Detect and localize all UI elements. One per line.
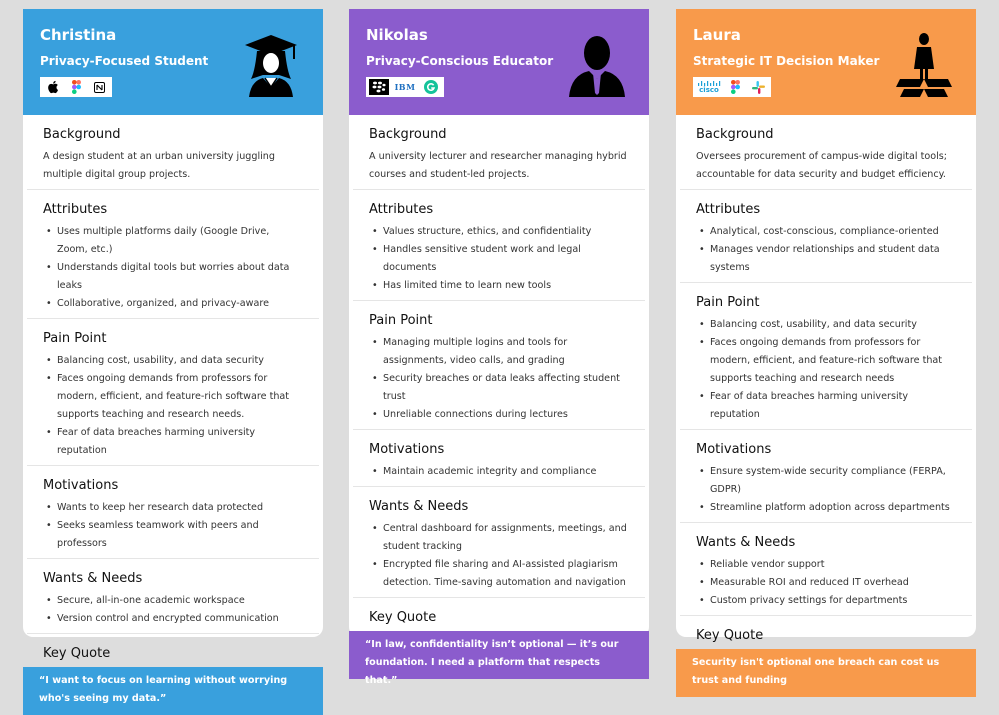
section-title: Pain Point (43, 331, 107, 346)
section-title: Background (43, 127, 121, 142)
cisco-logo-text: cisco (699, 85, 719, 94)
list-item: • Security breaches or data leaks affecting student trust (369, 370, 629, 406)
pain-point-section (27, 319, 319, 466)
list-item: • Managing multiple logins and tools for assignments, video calls, and grading (369, 334, 629, 370)
list-item: • Wants to keep her research data protected (43, 499, 303, 517)
section-title: Pain Point (696, 295, 760, 310)
persona-card-nikolas (349, 9, 649, 686)
background-section (27, 115, 319, 190)
attributes-section (27, 190, 319, 319)
list-item: • Secure, all-in-one academic workspace (43, 592, 303, 610)
attributes-section (353, 190, 645, 301)
attributes-section (680, 190, 972, 283)
section-title: Background (369, 127, 447, 142)
section-title: Key Quote (696, 628, 764, 643)
motivations-section (353, 430, 645, 487)
list-item: • Fear of data breaches harming university reputation (43, 424, 303, 460)
list-item: • Central dashboard for assignments, meetings, and student tracking (369, 520, 629, 556)
section-title: Key Quote (43, 646, 111, 661)
list-item: • Seeks seamless teamwork with peers and professors (43, 517, 303, 553)
list-item: • Maintain academic integrity and compliance (369, 463, 629, 481)
list-item: • Uses multiple platforms daily (Google Drive, Zoom, etc.) (43, 223, 303, 259)
list-item: • Understands digital tools but worries about data leaks (43, 259, 303, 295)
wants-needs-section (27, 559, 319, 634)
persona-role: Strategic IT Decision Maker (693, 54, 880, 68)
pain-point-section (353, 301, 645, 430)
list-item: • Balancing cost, usability, and data security (43, 352, 303, 370)
list-item: • Streamline platform adoption across departments (696, 499, 956, 517)
list-item: • Faces ongoing demands from professors for modern, efficient, and feature-rich software that supports teaching and research needs. (43, 370, 303, 424)
background-text: A design student at an urban university juggling multiple digital group projects. (43, 151, 275, 180)
list-item: • Version control and encrypted communication (43, 610, 303, 628)
apple-logo-icon (43, 79, 63, 95)
notion-logo-icon (89, 79, 109, 95)
persona-name: Nikolas (366, 26, 428, 44)
background-section (680, 115, 972, 190)
section-title: Attributes (43, 202, 108, 217)
section-title: Attributes (696, 202, 761, 217)
key-quote: “In law, confidentiality isn’t optional — it’s our foundation. I need a platform that respects that.” (349, 631, 649, 679)
background-section (353, 115, 645, 190)
persona-header (23, 9, 323, 115)
persona-body (676, 115, 976, 649)
tool-logos (366, 77, 444, 97)
persona-body (349, 115, 649, 631)
list-item: • Reliable vendor support (696, 556, 956, 574)
ibm-logo-icon: IBM (394, 82, 416, 92)
key-quote: Security isn't optional one breach can cost us trust and funding (676, 649, 976, 697)
list-item: • Faces ongoing demands from professors for modern, efficient, and feature-rich software that supports teaching and research needs (696, 334, 956, 388)
section-title: Key Quote (369, 610, 437, 625)
list-item: • Fear of data breaches harming university reputation (696, 388, 956, 424)
cisco-logo-icon (696, 79, 722, 95)
motivations-section (27, 466, 319, 559)
graduate-avatar-icon (241, 31, 301, 97)
blackberry-logo-icon (369, 79, 389, 95)
list-item: • Custom privacy settings for departments (696, 592, 956, 610)
slack-logo-icon (748, 79, 768, 95)
key-quote-section (27, 634, 319, 667)
wants-needs-section (680, 523, 972, 616)
section-title: Motivations (369, 442, 445, 457)
section-title: Motivations (696, 442, 772, 457)
list-item: • Encrypted file sharing and AI-assisted plagiarism detection. Time-saving automation and navigation (369, 556, 629, 592)
grammarly-logo-icon (421, 79, 441, 95)
list-item: • Has limited time to learn new tools (369, 277, 629, 295)
persona-role: Privacy-Focused Student (40, 54, 209, 68)
motivations-section (680, 430, 972, 523)
list-item: • Measurable ROI and reduced IT overhead (696, 574, 956, 592)
list-item: • Balancing cost, usability, and data security (696, 316, 956, 334)
list-item: • Values structure, ethics, and confidentiality (369, 223, 629, 241)
section-title: Wants & Needs (43, 571, 143, 586)
section-title: Wants & Needs (696, 535, 796, 550)
list-item: • Analytical, cost-conscious, compliance-oriented (696, 223, 956, 241)
section-title: Wants & Needs (369, 499, 469, 514)
section-title: Background (696, 127, 774, 142)
persona-role: Privacy-Conscious Educator (366, 54, 554, 68)
it-leader-avatar-icon (894, 31, 954, 97)
tool-logos (40, 77, 112, 97)
persona-header (676, 9, 976, 115)
list-item: • Handles sensitive student work and legal documents (369, 241, 629, 277)
tool-logos (693, 77, 771, 97)
pain-point-section (680, 283, 972, 430)
section-title: Motivations (43, 478, 119, 493)
background-text: Oversees procurement of campus-wide digital tools; accountable for data security and budget efficiency. (696, 151, 947, 180)
key-quote-section (353, 598, 645, 631)
list-item: • Unreliable connections during lectures (369, 406, 629, 424)
persona-name: Laura (693, 26, 741, 44)
persona-header (349, 9, 649, 115)
educator-avatar-icon (567, 31, 627, 97)
persona-card-laura (676, 9, 976, 686)
list-item: • Ensure system-wide security compliance (FERPA, GDPR) (696, 463, 956, 499)
key-quote: “I want to focus on learning without worrying who's seeing my data.” (23, 667, 323, 715)
persona-body (23, 115, 323, 667)
figma-logo-icon (725, 79, 745, 95)
list-item: • Collaborative, organized, and privacy-aware (43, 295, 303, 313)
figma-logo-icon (66, 79, 86, 95)
background-text: A university lecturer and researcher managing hybrid courses and student-led projects. (369, 151, 627, 180)
section-title: Attributes (369, 202, 434, 217)
persona-card-christina (23, 9, 323, 704)
key-quote-section (680, 616, 972, 649)
persona-name: Christina (40, 26, 117, 44)
wants-needs-section (353, 487, 645, 598)
list-item: • Manages vendor relationships and student data systems (696, 241, 956, 277)
section-title: Pain Point (369, 313, 433, 328)
